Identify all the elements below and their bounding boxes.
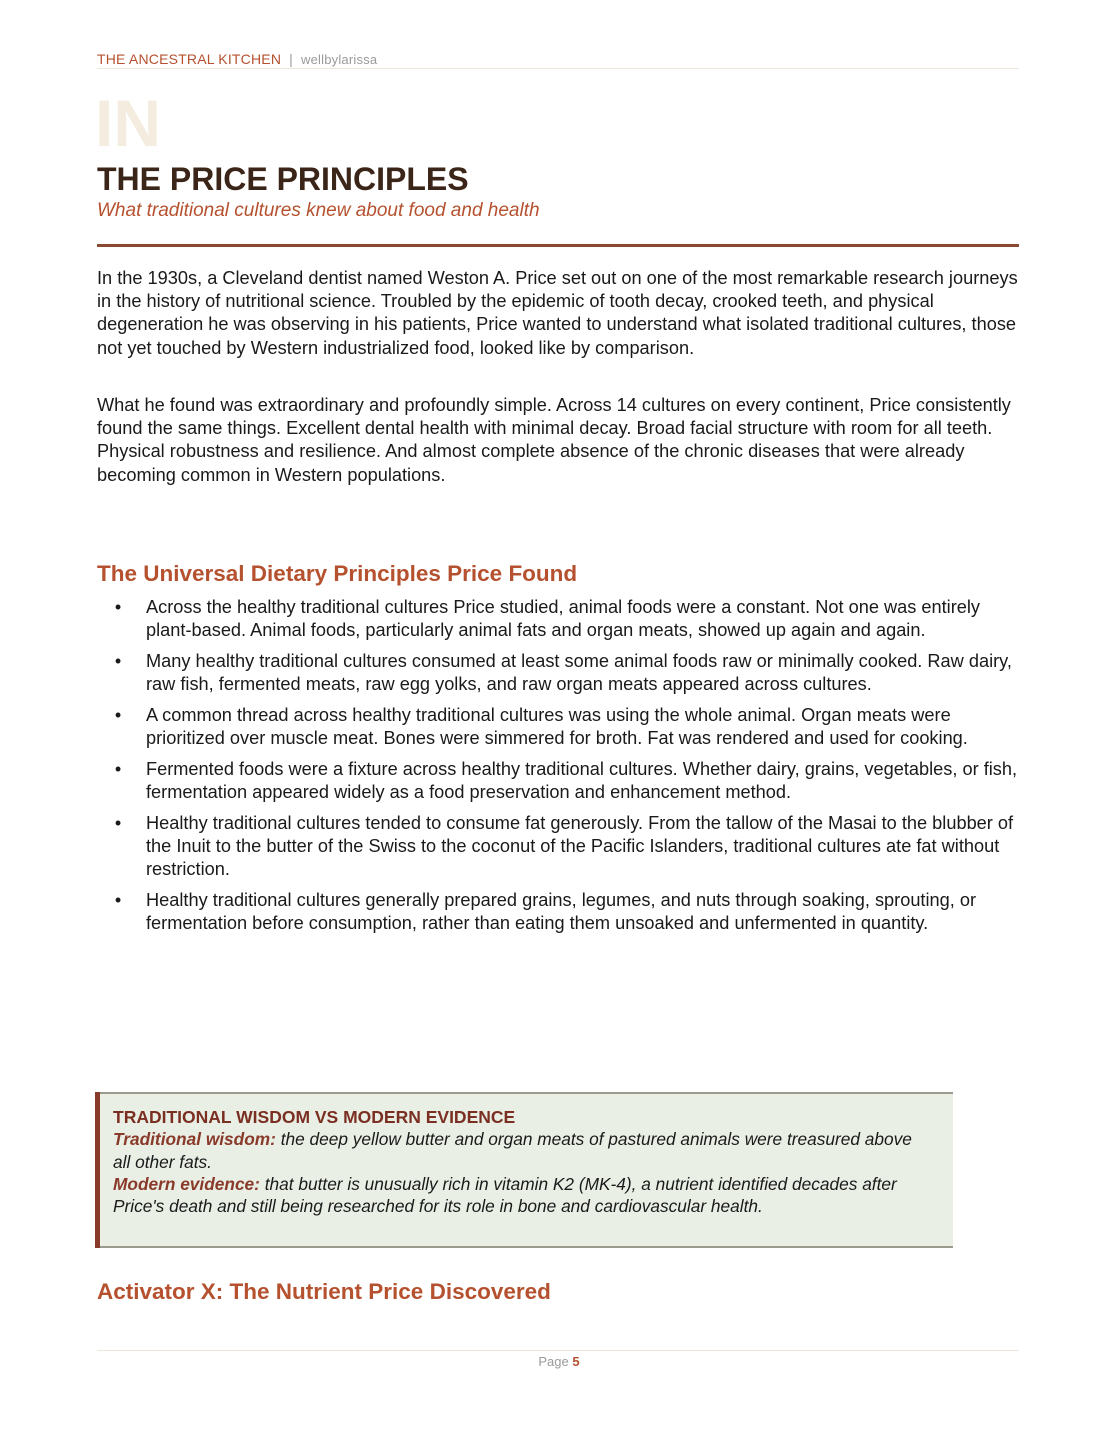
list-item [97, 596, 1019, 642]
list-item-text: Across the healthy traditional cultures Price studied, animal foods were a constant. Not one was entirely plant-based. Animal foods, particularly animal fats and organ meats, showed up again and again. [146, 597, 981, 641]
publication-name: THE ANCESTRAL KITCHEN [97, 51, 282, 67]
intro-paragraph-1: In the 1930s, a Cleveland dentist named Weston A. Price set out on one of the most remarkable research journeys in the history of nutritional science. Troubled by the epidemic of tooth decay, crooked teeth, and physical degeneration he was observing in his patients, Price wanted to understand what isolated traditional cultures, those not yet touched by Western industrialized food, looked like by comparison. [97, 268, 1018, 358]
page-number: 5 [572, 1354, 580, 1369]
intro-paragraph-2: What he found was extraordinary and profoundly simple. Across 14 cultures on every continent, Price consistently found the same things. Excellent dental health with minimal decay. Broad facial structure with room for all teeth. Physical robustness and resilience. And almost complete absence of the chronic diseases that were already becoming common in Western populations. [97, 395, 1011, 485]
page-title: THE PRICE PRINCIPLES [97, 161, 469, 197]
list-item [97, 704, 1019, 750]
bullet-icon: • [114, 759, 122, 779]
list-item [97, 758, 1019, 804]
header-separator: | [289, 51, 293, 67]
bullet-icon: • [114, 890, 122, 911]
page-label: Page [538, 1354, 569, 1369]
callout-bottom-rule [100, 1246, 953, 1248]
bullet-icon: • [114, 651, 122, 671]
callout-wisdom [113, 1128, 923, 1173]
principles-list [97, 596, 1019, 943]
bullet-icon: • [114, 705, 122, 725]
callout-evidence [113, 1173, 923, 1218]
callout-evidence-text: that butter is unusually rich in vitamin K2 (MK-4), a nutrient identified decades after Price's death and still being researched for its role in bone and cardiovascular health. [113, 1173, 897, 1217]
list-item [97, 650, 1019, 696]
title-rule [97, 244, 1019, 247]
callout-wisdom-label: Traditional wisdom: [113, 1129, 276, 1150]
list-item [97, 889, 1019, 935]
section-heading-activator: Activator X: The Nutrient Price Discovered [97, 1279, 551, 1304]
callout-content [113, 1106, 923, 1217]
callout-box [95, 1092, 953, 1248]
page-subtitle: What traditional cultures knew about food and health [97, 200, 540, 221]
chapter-mark: IN [95, 86, 161, 160]
callout-title: TRADITIONAL WISDOM VS MODERN EVIDENCE [113, 1107, 516, 1127]
list-item-text: Healthy traditional cultures tended to consume fat generously. From the tallow of the Masai to the blubber of the Inuit to the butter of the Swiss to the coconut of the Pacific Islanders, traditional cultures ate fat without restriction. [146, 813, 1014, 880]
site-name: wellbylarissa [301, 52, 378, 67]
callout-top-rule [100, 1092, 953, 1094]
header-rule [97, 68, 1019, 69]
callout-evidence-label: Modern evidence: [113, 1173, 260, 1194]
callout-wisdom-text: the deep yellow butter and organ meats of pastured animals were treasured above all other fats. [113, 1129, 912, 1172]
list-item-text: Many healthy traditional cultures consumed at least some animal foods raw or minimally cooked. Raw dairy, raw fish, fermented meats, raw egg yolks, and raw organ meats appeared across cultures. [146, 651, 1012, 695]
footer-rule [97, 1350, 1019, 1351]
bullet-icon: • [114, 597, 122, 617]
list-item [97, 812, 1019, 882]
section-heading-principles: The Universal Dietary Principles Price Found [97, 561, 578, 586]
list-item-text: A common thread across healthy traditional cultures was using the whole animal. Organ meats were prioritized over muscle meat. Bones were simmered for broth. Fat was rendered and used for cooking. [146, 705, 968, 749]
running-header [97, 50, 1019, 69]
list-item-text: Healthy traditional cultures generally prepared grains, legumes, and nuts through soaking, sprouting, or fermentation before consumption, rather than eating them unsoaked and unfermented in quantity. [146, 890, 977, 934]
list-item-text: Fermented foods were a fixture across healthy traditional cultures. Whether dairy, grains, vegetables, or fish, fermentation appeared widely as a food preservation and enhancement method. [146, 759, 1018, 803]
bullet-icon: • [114, 813, 122, 833]
page-footer [0, 1354, 1118, 1370]
